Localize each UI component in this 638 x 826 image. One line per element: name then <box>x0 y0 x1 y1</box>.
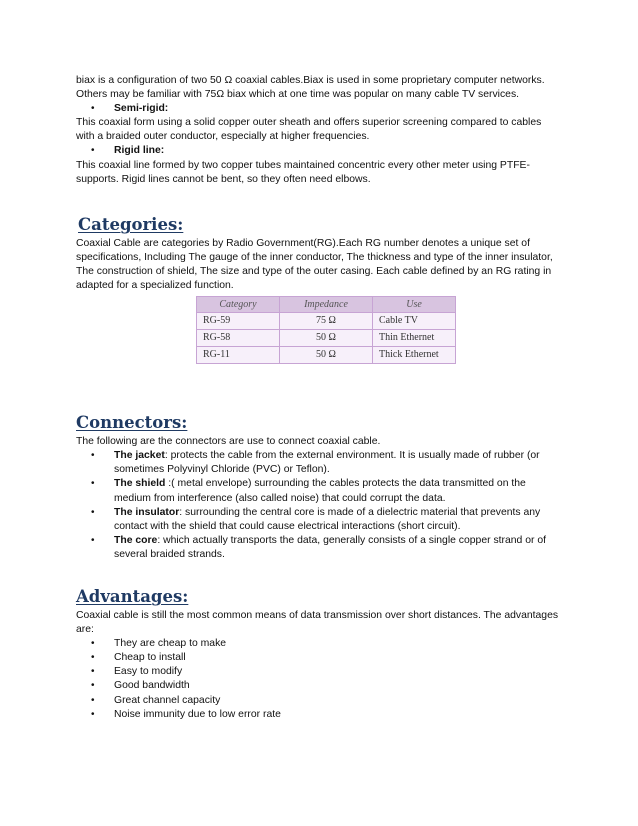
advantage-text: Noise immunity due to low error rate <box>114 708 281 720</box>
bullet-icon: • <box>91 506 95 518</box>
list-item <box>76 679 560 693</box>
connector-description: :( metal envelope) surrounding the cables protects the data transmitted on the medium from interference (also called noise) that could corrupt the data. <box>114 478 526 504</box>
table-header-category: Category <box>197 297 280 313</box>
bullet-icon: • <box>91 694 95 706</box>
table-header-impedance: Impedance <box>280 297 373 313</box>
connector-term: The insulator <box>114 506 180 518</box>
table-row <box>197 330 456 347</box>
bullet-icon: • <box>91 652 95 664</box>
advantage-text: Good bandwidth <box>114 680 190 692</box>
table-cell: 50 Ω <box>280 330 373 347</box>
table-cell: Cable TV <box>373 313 456 330</box>
advantage-text: Cheap to install <box>114 652 186 664</box>
connector-description: : which actually transports the data, generally consists of a single copper strand or of several braided strands. <box>114 534 547 560</box>
advantages-heading: Advantages: <box>76 586 189 606</box>
rigid-line-paragraph: This coaxial line formed by two copper tubes maintained concentric every other meter using PTFE-supports. Rigid lines cannot be bent, so they often need elbows. <box>76 159 530 185</box>
bullet-icon: • <box>91 478 95 490</box>
categories-paragraph: Coaxial Cable are categories by Radio Government(RG).Each RG number denotes a unique set of specifications, Including The gauge of the inner conductor, The thickness and type of the inner insulator, The construction of shield, The size and type of the outer casing. Each cable defined by an RG rating in adapted for a specialized function. <box>76 237 553 292</box>
bullet-icon: • <box>91 638 95 650</box>
list-item <box>76 665 560 679</box>
table-cell: RG-11 <box>197 347 280 364</box>
categories-heading: Categories: <box>78 214 184 234</box>
bullet-icon: • <box>91 103 95 115</box>
bullet-icon: • <box>91 534 95 546</box>
connectors-heading: Connectors: <box>76 413 188 433</box>
list-item <box>76 534 560 562</box>
rigid-line-bullet <box>76 144 560 158</box>
semi-rigid-title: Semi-rigid: <box>114 103 169 115</box>
bullet-icon: • <box>91 450 95 462</box>
list-item <box>76 449 560 477</box>
table-cell: 75 Ω <box>280 313 373 330</box>
table-cell: RG-58 <box>197 330 280 347</box>
table-cell: Thick Ethernet <box>373 347 456 364</box>
table-row <box>197 313 456 330</box>
connector-description: : surrounding the central core is made of a dielectric material that prevents any contact with the shield that could cause electrical interactions (short circuit). <box>114 506 541 532</box>
list-item <box>76 708 560 722</box>
table-cell: Thin Ethernet <box>373 330 456 347</box>
list-item <box>76 694 560 708</box>
list-item <box>76 477 560 505</box>
connectors-intro: The following are the connectors are use to connect coaxial cable. <box>76 436 381 448</box>
rg-category-table <box>196 296 456 364</box>
connector-term: The jacket <box>114 450 165 462</box>
advantage-text: Easy to modify <box>114 666 183 678</box>
table-header-use: Use <box>373 297 456 313</box>
advantage-text: They are cheap to make <box>114 638 227 650</box>
table-cell: RG-59 <box>197 313 280 330</box>
connector-term: The shield <box>114 478 166 490</box>
connector-term: The core <box>114 534 158 546</box>
bullet-icon: • <box>91 145 95 157</box>
rigid-line-title: Rigid line: <box>114 145 165 157</box>
list-item <box>76 637 560 651</box>
bullet-icon: • <box>91 708 95 720</box>
bullet-icon: • <box>91 666 95 678</box>
biax-paragraph: biax is a configuration of two 50 Ω coaxial cables.Biax is used in some proprietary computer networks. Others may be familiar with 75Ω biax which at one time was popular on many cable TV services. <box>76 75 545 101</box>
table-row <box>197 347 456 364</box>
list-item <box>76 651 560 665</box>
list-item <box>76 506 560 534</box>
table-cell: 50 Ω <box>280 347 373 364</box>
semi-rigid-bullet <box>76 102 560 116</box>
semi-rigid-paragraph: This coaxial form using a solid copper outer sheath and offers superior screening compared to cables with a braided outer conductor, especially at higher frequencies. <box>76 117 542 143</box>
connector-description: : protects the cable from the external environment. It is usually made of rubber (or sometimes Polyvinyl Chloride (PVC) or Teflon). <box>114 450 540 476</box>
bullet-icon: • <box>91 680 95 692</box>
document-content <box>76 74 560 722</box>
advantages-intro: Coaxial cable is still the most common means of data transmission over short distances. The advantages are: <box>76 609 559 636</box>
table-header-row <box>197 297 456 313</box>
advantage-text: Great channel capacity <box>114 694 221 706</box>
